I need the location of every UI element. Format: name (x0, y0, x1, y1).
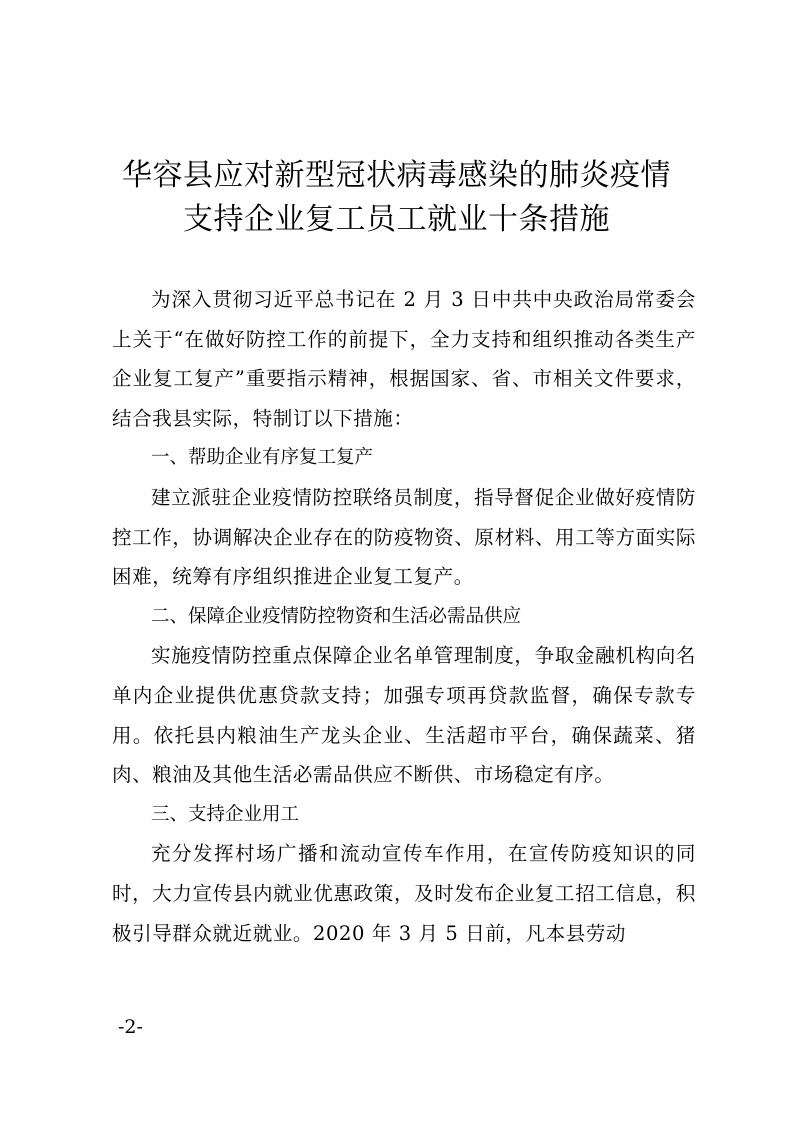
page-number: -2- (118, 1016, 143, 1038)
document-title-line-2: 支持企业复工员工就业十条措施 (183, 202, 610, 237)
section-paragraph-1: 建立派驻企业疫情防控联络员制度，指导督促企业做好疫情防控工作，协调解决企业存在的防疫物资、原材料、用工等方面实际困难，统筹有序组织推进企业复工复产。 (112, 485, 696, 589)
section-paragraph-3: 充分发挥村场广播和流动宣传车作用，在宣传防疫知识的同时，大力宣传县内就业优惠政策，及时发布企业复工招工信息，积极引导群众就近就业。2020 年 3 月 5 日前，凡本县劳动 (112, 842, 696, 945)
intro-paragraph: 为深入贯彻习近平总书记在 2 月 3 日中共中央政治局常委会上关于“在做好防控工作的前提下，全力支持和组织推动各类生产企业复工复产”重要指示精神，根据国家、省、市相关文件要求，结合我县实际，特制订以下措施： (112, 288, 696, 430)
document-body (112, 280, 696, 953)
section-paragraph-2: 实施疫情防控重点保障企业名单管理制度，争取金融机构向名单内企业提供优惠贷款支持；加强专项再贷款监督，确保专款专用。依托县内粮油生产龙头企业、生活超市平台，确保蔬菜、猪肉、粮油及其他生活必需品供应不断供、市场稳定有序。 (112, 644, 696, 787)
section-heading-3: 三、支持企业用工 (151, 803, 300, 825)
section-heading-2: 二、保障企业疫情防控物资和生活必需品供应 (151, 605, 522, 627)
section-heading-1: 一、帮助企业有序复工复产 (151, 447, 374, 469)
document-title-line-1: 华容县应对新型冠状病毒感染的肺炎疫情 (122, 158, 671, 193)
